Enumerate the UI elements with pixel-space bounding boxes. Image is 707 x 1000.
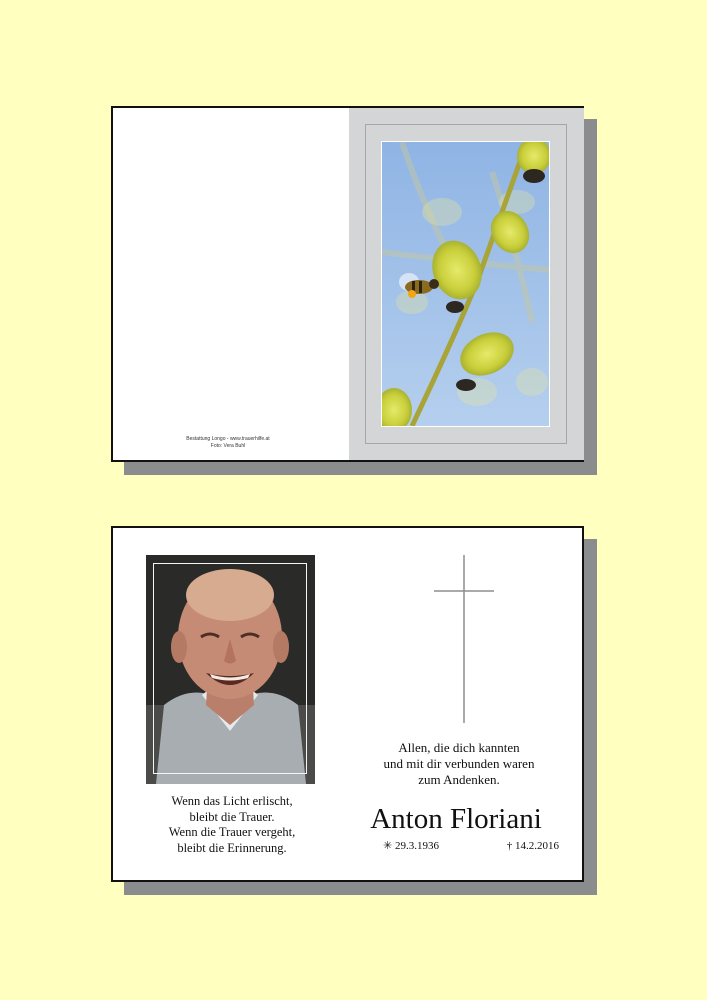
- cross-icon: [431, 555, 497, 723]
- photo-credits: [153, 436, 303, 450]
- dedication-line: Allen, die dich kannten: [398, 740, 520, 755]
- credit-line-photographer: Foto: Vera Buhl: [210, 443, 246, 449]
- dedication-line: zum Andenken.: [418, 772, 500, 787]
- dedication-text: [359, 740, 559, 788]
- death-date: [507, 839, 559, 853]
- birth-date: [383, 839, 439, 853]
- memorial-poem: [149, 794, 315, 856]
- image-panel: [349, 108, 584, 460]
- star-birth-icon: ✳: [383, 840, 393, 852]
- poem-line: bleibt die Erinnerung.: [177, 840, 287, 855]
- poem-line: bleibt die Trauer.: [189, 809, 275, 824]
- catkin-bee-photo: [381, 141, 550, 427]
- deceased-name: Anton Floriani: [370, 803, 542, 835]
- death-date-value: 14.2.2016: [515, 840, 559, 852]
- card-back: [111, 106, 584, 462]
- dedication-line: und mit dir verbunden waren: [383, 756, 535, 771]
- poem-line: Wenn die Trauer vergeht,: [168, 825, 296, 839]
- credit-line-funeral-home: Bestattung Longo - www.trauerhilfe.at: [186, 436, 270, 442]
- poem-line: Wenn das Licht erlischt,: [171, 794, 293, 808]
- portrait-photo: [146, 555, 315, 784]
- dagger-death-icon: †: [506, 840, 513, 852]
- birth-date-value: 29.3.1936: [394, 840, 439, 852]
- card-front: [111, 526, 584, 882]
- portrait-frame: [153, 563, 307, 774]
